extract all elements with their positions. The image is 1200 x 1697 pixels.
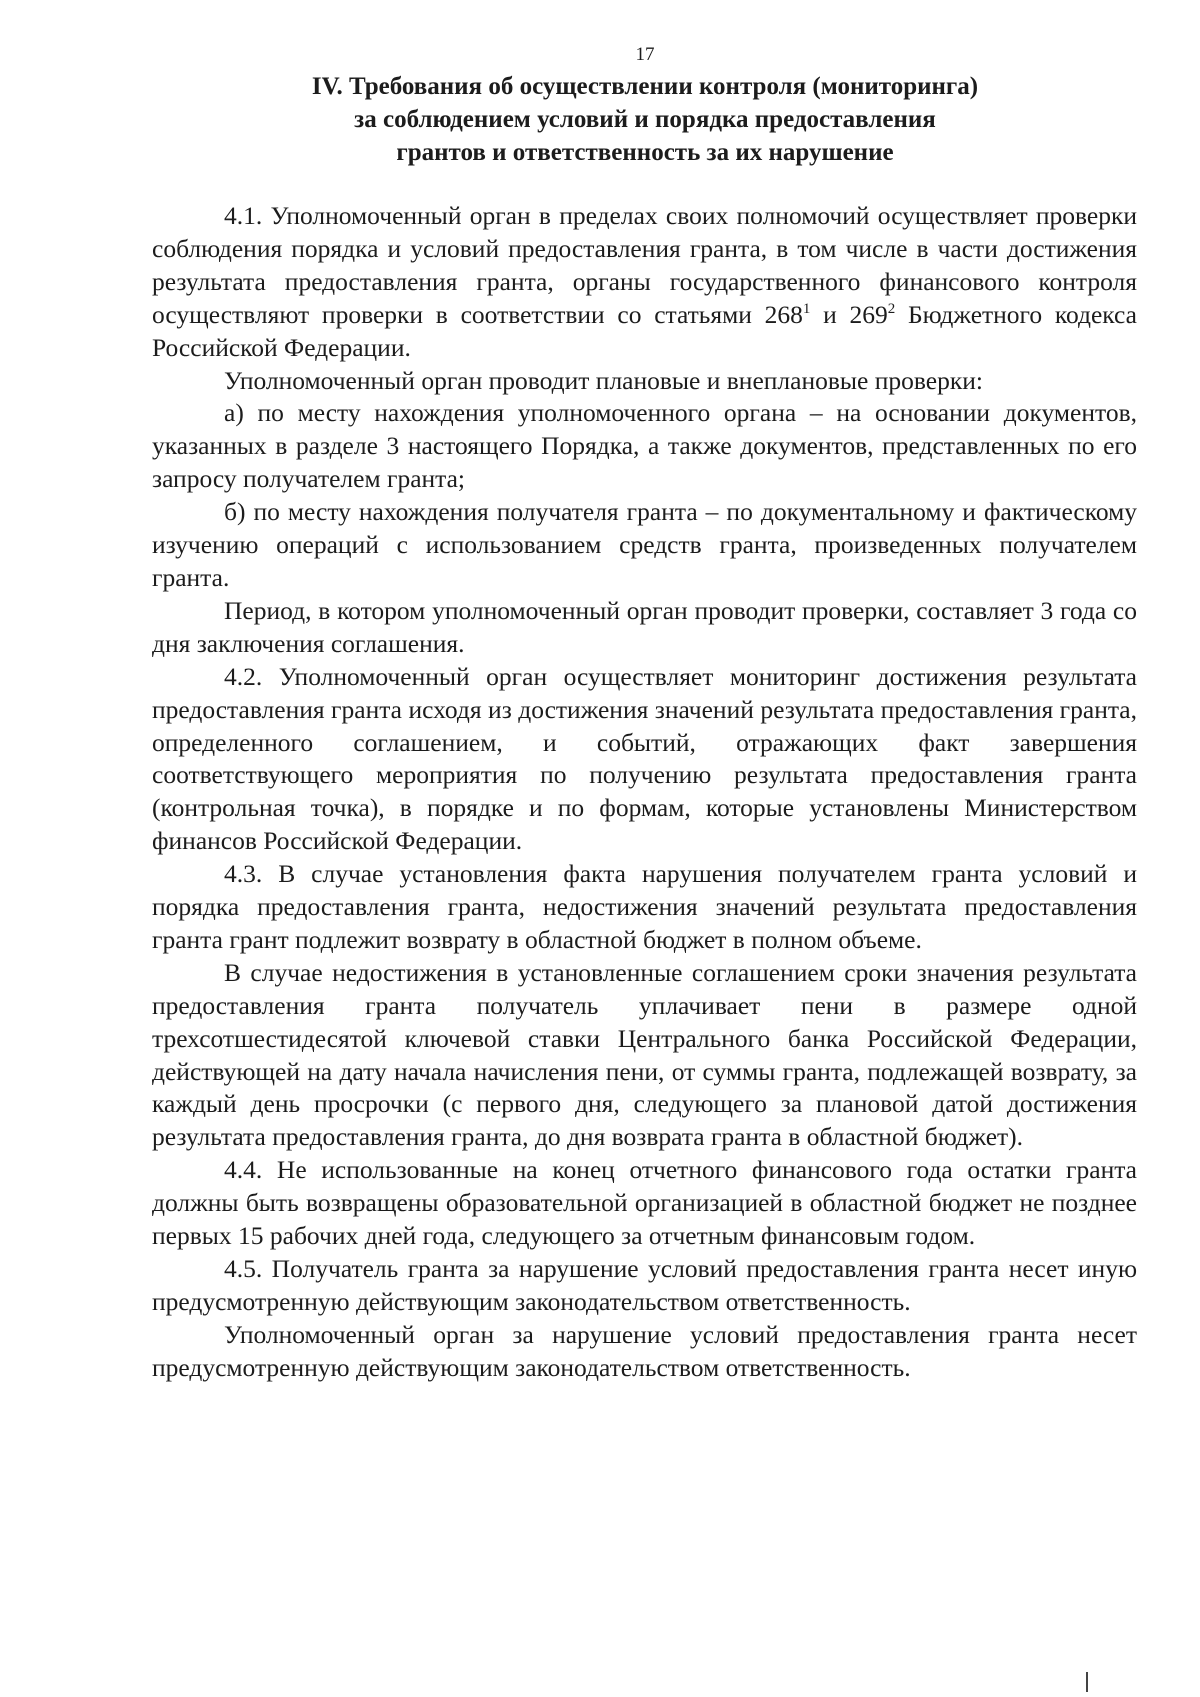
paragraph: Уполномоченный орган за нарушение условий предоставления гранта несет предусмотренную действующим законодательством ответственность. (152, 1319, 1137, 1382)
paragraph: В случае недостижения в установленные соглашением сроки значения результата предоставления гранта получатель уплачивает пени в размере одной трехсотшестидесятой ключевой ставки Центрального банка Российской Федерации, действующей на дату начала начисления пени, от суммы гранта, подлежащей возврату, за каждый день просрочки (с первого дня, следующего за плановой датой достижения результата предоставления гранта, до дня возврата гранта в областной бюджет). (152, 957, 1137, 1152)
section-title-line: грантов и ответственность за их нарушение (396, 139, 894, 166)
page-number: 17 (635, 44, 655, 65)
section-title (150, 70, 1140, 169)
document-body (152, 200, 1137, 1385)
paragraph: а) по месту нахождения уполномоченного органа – на основании документов, указанных в разделе 3 настоящего Порядка, а также документов, представленных по его запросу получателем гранта; (152, 398, 1137, 494)
paragraph-4-2: 4.2. Уполномоченный орган осуществляет мониторинг достижения результата предоставления гранта исходя из достижения значений результата предоставления гранта, определенного соглашением, и событий, отражающих факт завершения соответствующего мероприятия по получению результата предоставления гранта (контрольная точка), в порядке и по формам, которые установлены Министерством финансов Российской Федерации. (152, 661, 1137, 856)
paragraph-4-1-text: и 269 (810, 299, 888, 329)
section-title-line: IV. Требования об осуществлении контроля (мониторинга) (311, 73, 979, 100)
paragraph-4-1-text: Бюджетного кодекса Российской Федерации. (152, 299, 1137, 362)
paragraph-4-3: 4.3. В случае установления факта нарушения получателем гранта условий и порядка предоставления гранта, недостижения значений результата предоставления гранта грант подлежит возврату в областной бюджет в полном объеме. (152, 859, 1137, 954)
paragraph-4-1-text: 4.1. Уполномоченный орган в пределах своих полномочий осуществляет проверки соблюдения порядка и условий предоставления гранта, в том числе в части достижения результата предоставления гранта, органы государственного финансового контроля осуществляют проверки в соответствии со статьями 268 (152, 201, 1137, 329)
footnote-superscript: 1 (802, 300, 811, 317)
paragraph-4-4: 4.4. Не использованные на конец отчетного финансового года остатки гранта должны быть возвращены образовательной организацией в областной бюджет не позднее первых 15 рабочих дней года, следующего за отчетным финансовым годом. (152, 1155, 1137, 1251)
paragraph-4-5: 4.5. Получатель гранта за нарушение условий предоставления гранта несет иную предусмотренную действующим законодательством ответственность. (152, 1254, 1137, 1316)
scan-mark (1086, 1672, 1088, 1692)
paragraph: б) по месту нахождения получателя гранта – по документальному и фактическому изучению операций с использованием средств гранта, произведенных получателем гранта. (152, 497, 1137, 592)
paragraph: Период, в котором уполномоченный орган проводит проверки, составляет 3 года со дня заключения соглашения. (152, 595, 1137, 658)
section-title-line: за соблюдением условий и порядка предоставления (354, 106, 936, 133)
paragraph: Уполномоченный орган проводит плановые и внеплановые проверки: (224, 365, 983, 395)
paragraph-4-1 (152, 200, 1137, 365)
footnote-superscript: 2 (887, 300, 896, 317)
